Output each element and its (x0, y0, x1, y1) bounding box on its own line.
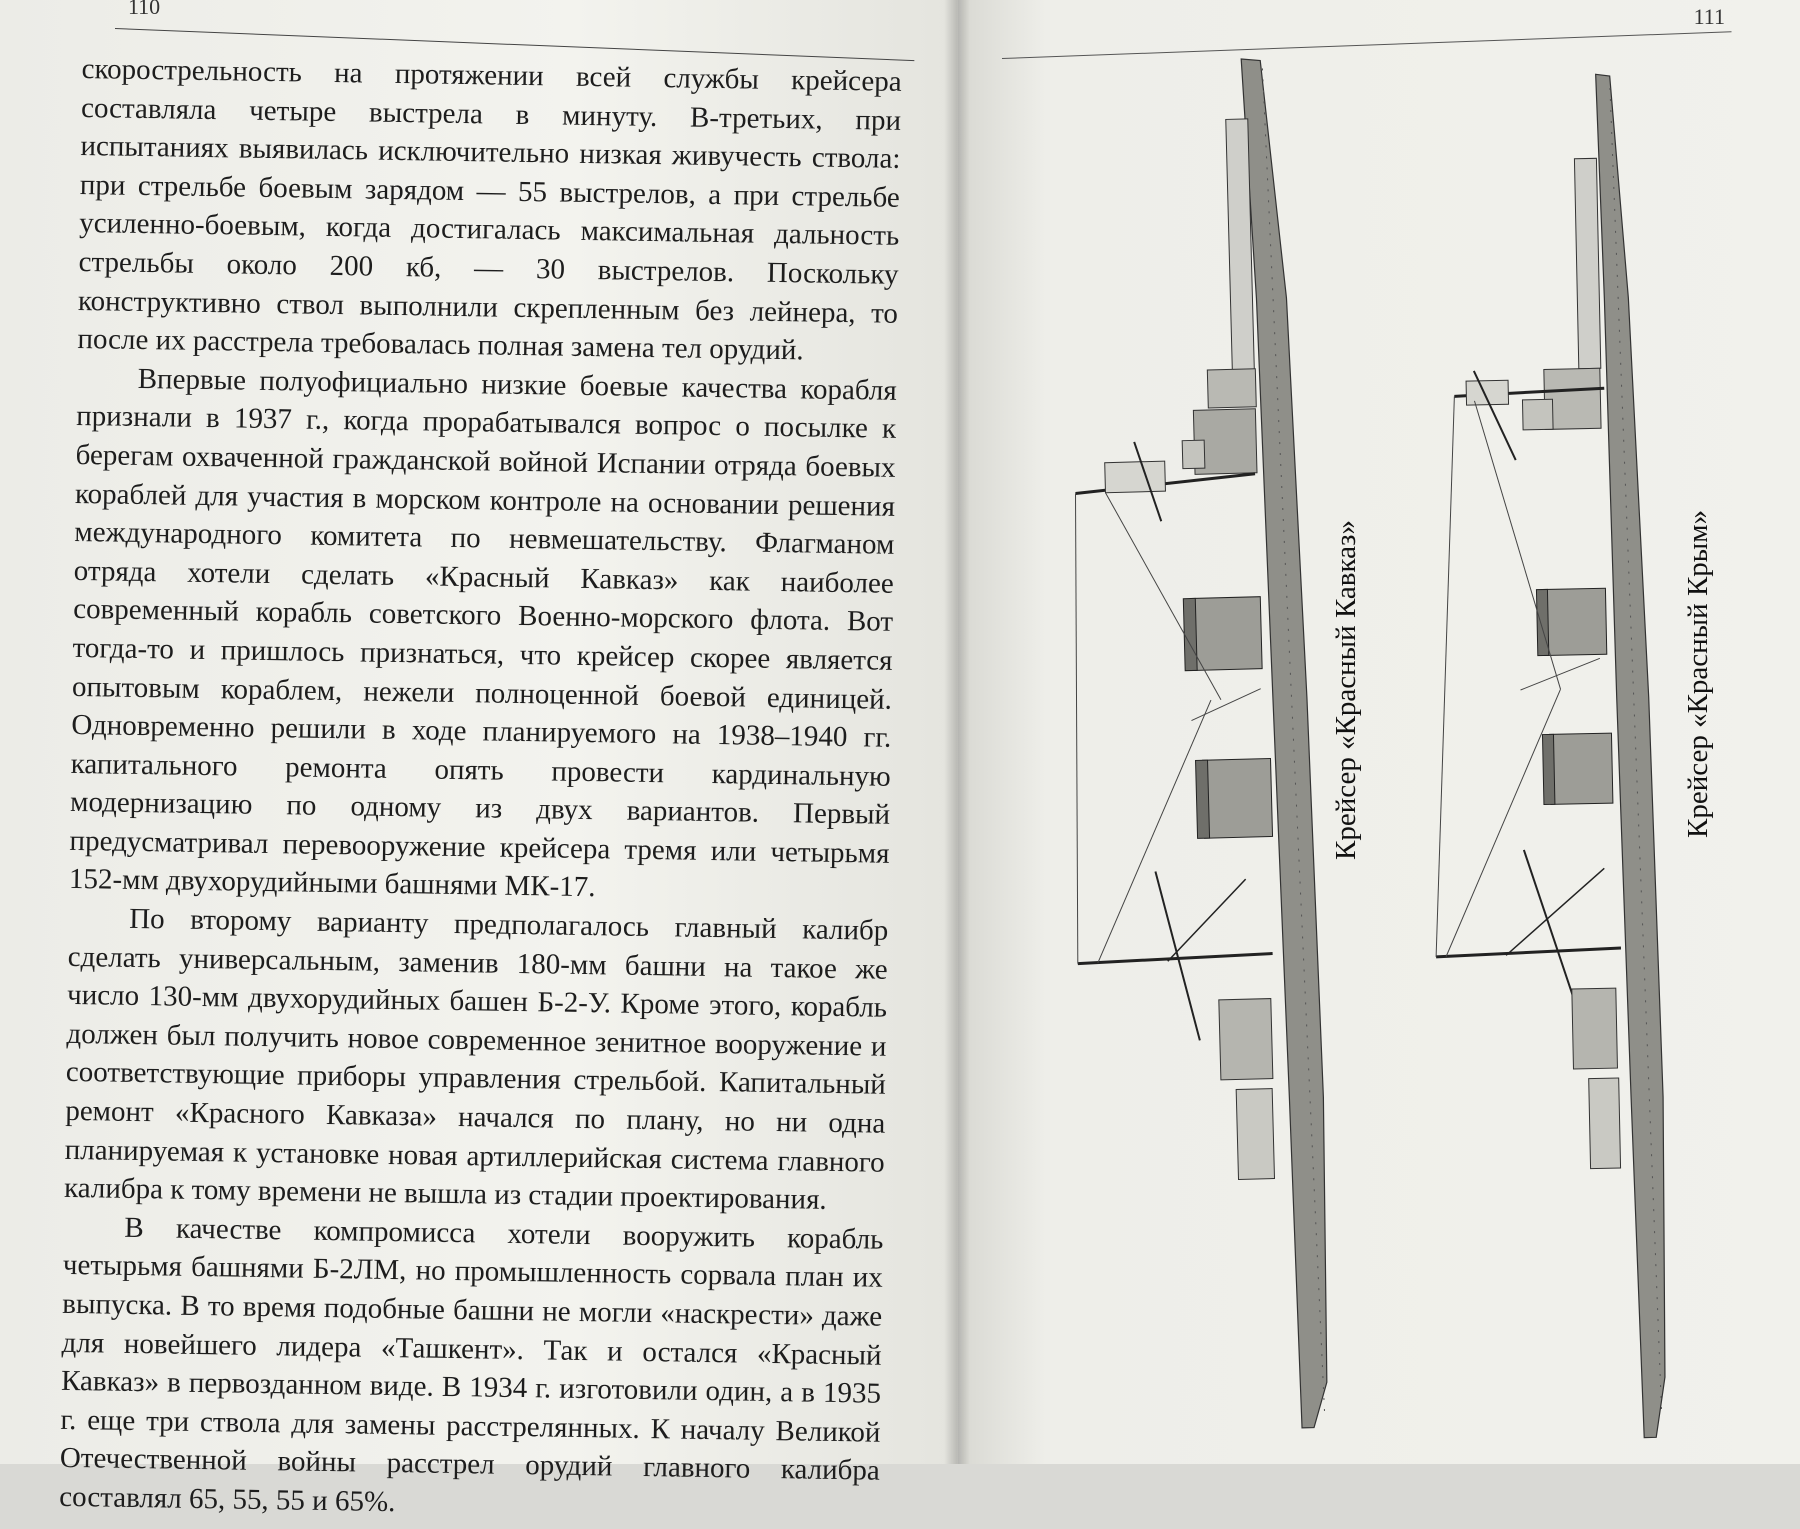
body-text (59, 50, 902, 1529)
ship-profile-krasny-kavkaz (1054, 58, 1332, 1434)
paragraph-4: В качестве компромисса хотели вооружить корабль четырьмя башнями Б-2ЛМ, но промышленность сорвала план их выпуска. В то время подобные башни не могли «наскрести» даже для новейшего лидера «Ташкент». Так и остался «Красный Кавказ» в первозданном виде. В 1934 г. изготовили один, а в 1935 г. еще три ствола для замены расстрелянных. К началу Великой Отечественной войны расстрел орудий главного калибра составлял 65, 55, 55 и 65%. (59, 1211, 884, 1519)
page-number-right: 111 (1693, 4, 1725, 29)
paragraph-2: Впервые полуофициально низкие боевые качества корабля признали в 1937 г., когда прорабатывался вопрос о посылке к берегам охваченной гражданской войной Испании отряда боевых кораблей для участия в морском контроле на основании решения международного комитета по невмешательству. Флагманом отряда хотели сделать «Красный Кавказ» как наиболее современный корабль советского Военно-морского флота. Вот тогда-то и пришлось признаться, что крейсер скорее является опытовым кораблем, нежели полноценной боевой единицей. Одновременно решили в ходе планируемого на 1938–1940 гг. капитального ремонта опять провести кардинальную модернизацию по одному из двух вариантов. Первый предусматривал перевооружение крейсера тремя или четырьмя 152-мм двухорудийными башнями МК-17. (68, 362, 898, 904)
paragraph-1: скорострельность на протяжении всей службы крейсера составляла четыре выстрела в минуту. В-третьих, при испытаниях выявилась исключительно низкая живучесть ствола: при стрельбе боевым зарядом — 55 выстрелов, а при стрельбе усиленно-боевым, когда достигалась максимальная дальность стрельбы около 200 кб, — 30 выстрелов. Поскольку конструктивно ствол выполнили скрепленным без лейнера, то после их расстрела требовалась полная замена тел орудий. (77, 52, 902, 367)
right-page (962, 0, 1800, 1464)
ship-profiles-drawing (962, 0, 1800, 1464)
caption-krasny-kavkaz: Крейсер «Красный Кавказ» (1330, 520, 1362, 860)
book-gutter (944, 0, 970, 1464)
caption-krasny-krym: Крейсер «Красный Крым» (1682, 509, 1714, 838)
page-number-left: 110 (128, 0, 161, 19)
ship-profile-krasny-krym (1418, 73, 1671, 1441)
paragraph-3: По второму варианту предполагалось главный калибр сделать универсальным, заменив 180-мм башни на такое же число 130-мм двухорудийных башен Б-2-У. Кроме этого, корабль должен был получить новое современное зенитное вооружение и соответствующие приборы управления стрельбой. Капитальный ремонт «Красного Кавказа» начался по плану, но ни одна планируемая к установке новая артиллерийская система главного калибра к тому времени не вышла из стадии проектирования. (63, 902, 889, 1217)
